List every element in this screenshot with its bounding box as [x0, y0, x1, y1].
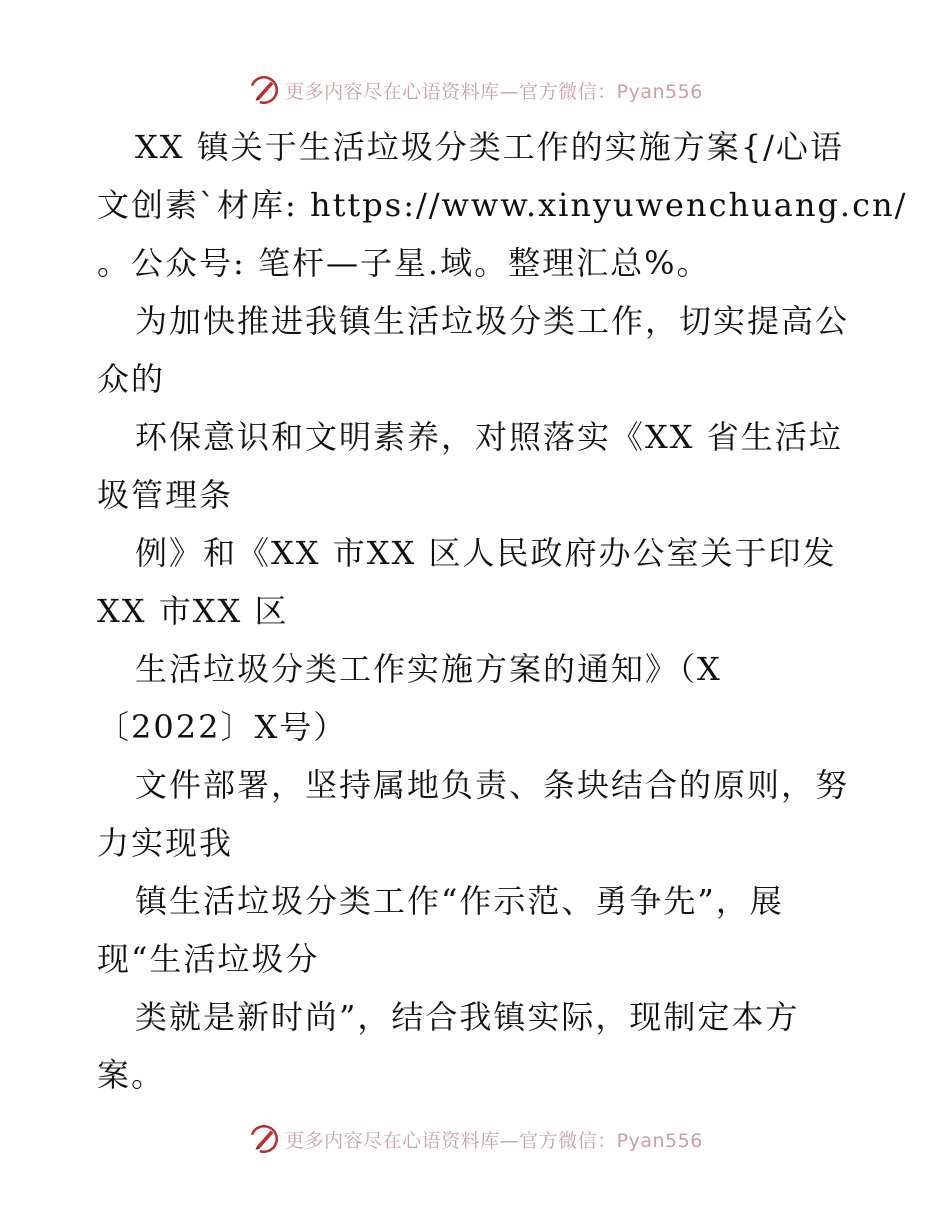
- doc-line: 例》和《XX 市XX 区人民政府办公室关于印发: [135, 534, 837, 572]
- pen-logo-icon: [247, 1122, 281, 1156]
- doc-line: 为加快推进我镇生活垃圾分类工作，切实提高公: [135, 302, 850, 340]
- header-watermark-banner: [0, 70, 950, 110]
- doc-line: XX 市XX 区: [97, 592, 289, 630]
- banner-text: 更多内容尽在心语资料库—官方微信：Pyan556: [285, 80, 703, 103]
- doc-line: 镇生活垃圾分类工作“作示范、勇争先”，展: [135, 882, 784, 920]
- doc-line: 。公众号: 笔杆—子星.域。整理汇总%。: [97, 244, 711, 282]
- doc-line: 文件部署，坚持属地负责、条块结合的原则，努: [135, 766, 850, 804]
- doc-line: 力实现我: [97, 824, 234, 862]
- doc-line: 案。: [97, 1056, 166, 1094]
- document-body: [97, 118, 908, 1104]
- doc-line: 现“生活垃圾分: [97, 940, 320, 978]
- doc-line: 生活垃圾分类工作实施方案的通知》（X: [135, 650, 722, 688]
- doc-line: 圾管理条: [97, 476, 234, 514]
- doc-line: 众的: [97, 360, 166, 398]
- doc-line: 环保意识和文明素养，对照落实《XX 省生活垃: [135, 418, 843, 456]
- doc-line: XX 镇关于生活垃圾分类工作的实施方案{/心语: [135, 128, 844, 166]
- pen-logo-icon: [247, 73, 281, 107]
- footer-watermark-banner: [0, 1119, 950, 1159]
- banner-text: 更多内容尽在心语资料库—官方微信：Pyan556: [285, 1129, 703, 1152]
- doc-line: 〔2022〕X号）: [97, 708, 348, 746]
- doc-line: 类就是新时尚”，结合我镇实际，现制定本方: [135, 998, 800, 1036]
- doc-line: 文创素`材库: https://www.xinyuwenchuang.cn/: [97, 186, 908, 224]
